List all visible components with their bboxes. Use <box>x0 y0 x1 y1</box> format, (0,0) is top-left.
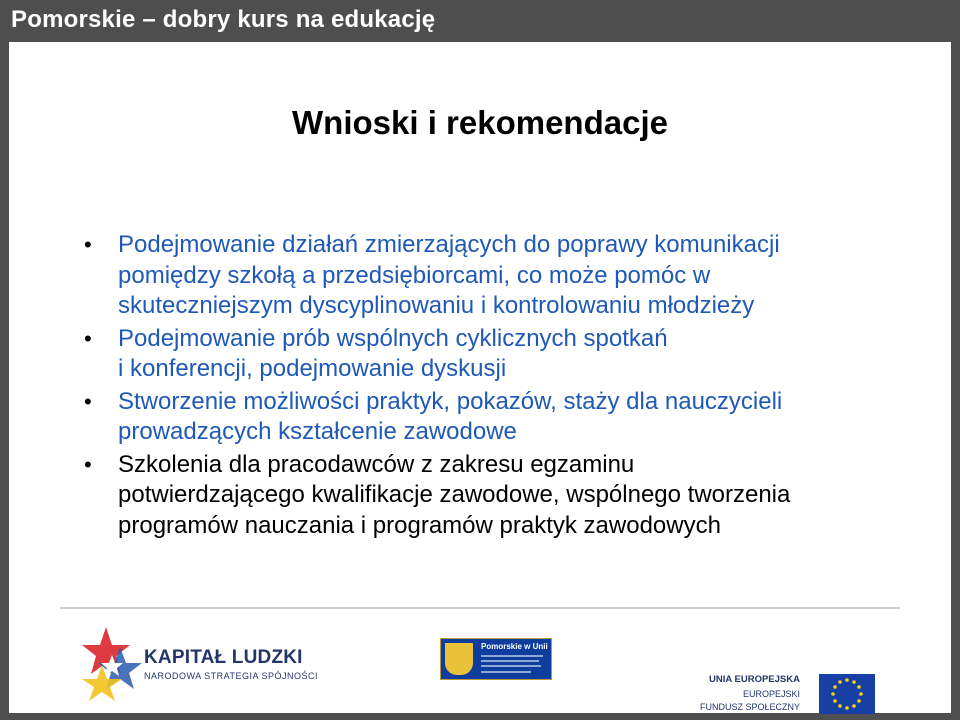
bullet-item <box>84 324 884 385</box>
kapital-ludzki-star-logo-icon <box>82 625 142 703</box>
pomorskie-text-line <box>481 660 539 662</box>
eu-stars-icon <box>819 674 875 714</box>
kapital-ludzki-title: KAPITAŁ LUDZKI <box>144 647 303 668</box>
bullet-dot-icon: • <box>84 232 92 257</box>
bullet-dot-icon: • <box>84 451 92 477</box>
ue-title: UNIA EUROPEJSKA <box>709 674 800 685</box>
slide-title: Wnioski i rekomendacje <box>292 104 668 141</box>
bullet-item <box>84 450 884 542</box>
bullet-text: Podejmowanie działań zmierzających do poprawy komunikacji pomiędzy szkołą a przedsiębiorcami, co może pomóc w skuteczniejszym dyscyplinowaniu i kontrolowaniu młodzieży <box>118 231 780 319</box>
bullet-dot-icon: • <box>84 388 92 414</box>
bullet-dot-icon: • <box>84 325 92 351</box>
eu-social-fund-logo <box>699 672 889 720</box>
slide-content <box>9 42 951 713</box>
pomorskie-text-line <box>481 671 531 673</box>
header-title: Pomorskie – dobry kurs na edukację <box>11 6 436 33</box>
bullet-item <box>84 387 884 448</box>
pomorskie-text-line <box>481 655 543 657</box>
pomorskie-logo-title: Pomorskie w Unii <box>481 642 548 651</box>
ue-subtitle-line2: FUNDUSZ SPOŁECZNY <box>699 702 800 712</box>
bullet-text: Szkolenia dla pracodawców z zakresu egzaminu potwierdzającego kwalifikacje zawodowe, wspólnego tworzenia programów nauczania i programów praktyk zawodowych <box>118 450 791 539</box>
footer-divider <box>60 607 900 609</box>
pomorskie-text-line <box>481 665 541 667</box>
kapital-ludzki-subtitle: NARODOWA STRATEGIA SPÓJNOŚCI <box>144 671 319 681</box>
header-bar <box>0 0 960 42</box>
bullet-text: Podejmowanie prób wspólnych cyklicznych spotkań i konferencji, podejmowanie dyskusji <box>118 324 668 382</box>
bullet-text: Stworzenie możliwości praktyk, pokazów, staży dla nauczycieli prowadzących kształcenie zawodowe <box>118 387 783 445</box>
pomorskie-w-unii-logo <box>440 638 552 680</box>
pomorskie-griffin-crest-icon <box>445 643 473 675</box>
kapital-ludzki-logo <box>82 625 319 705</box>
bullet-item <box>84 230 884 322</box>
bullet-list <box>84 230 884 543</box>
eu-flag-icon <box>819 674 875 714</box>
ue-subtitle-line1: EUROPEJSKI <box>742 689 800 699</box>
